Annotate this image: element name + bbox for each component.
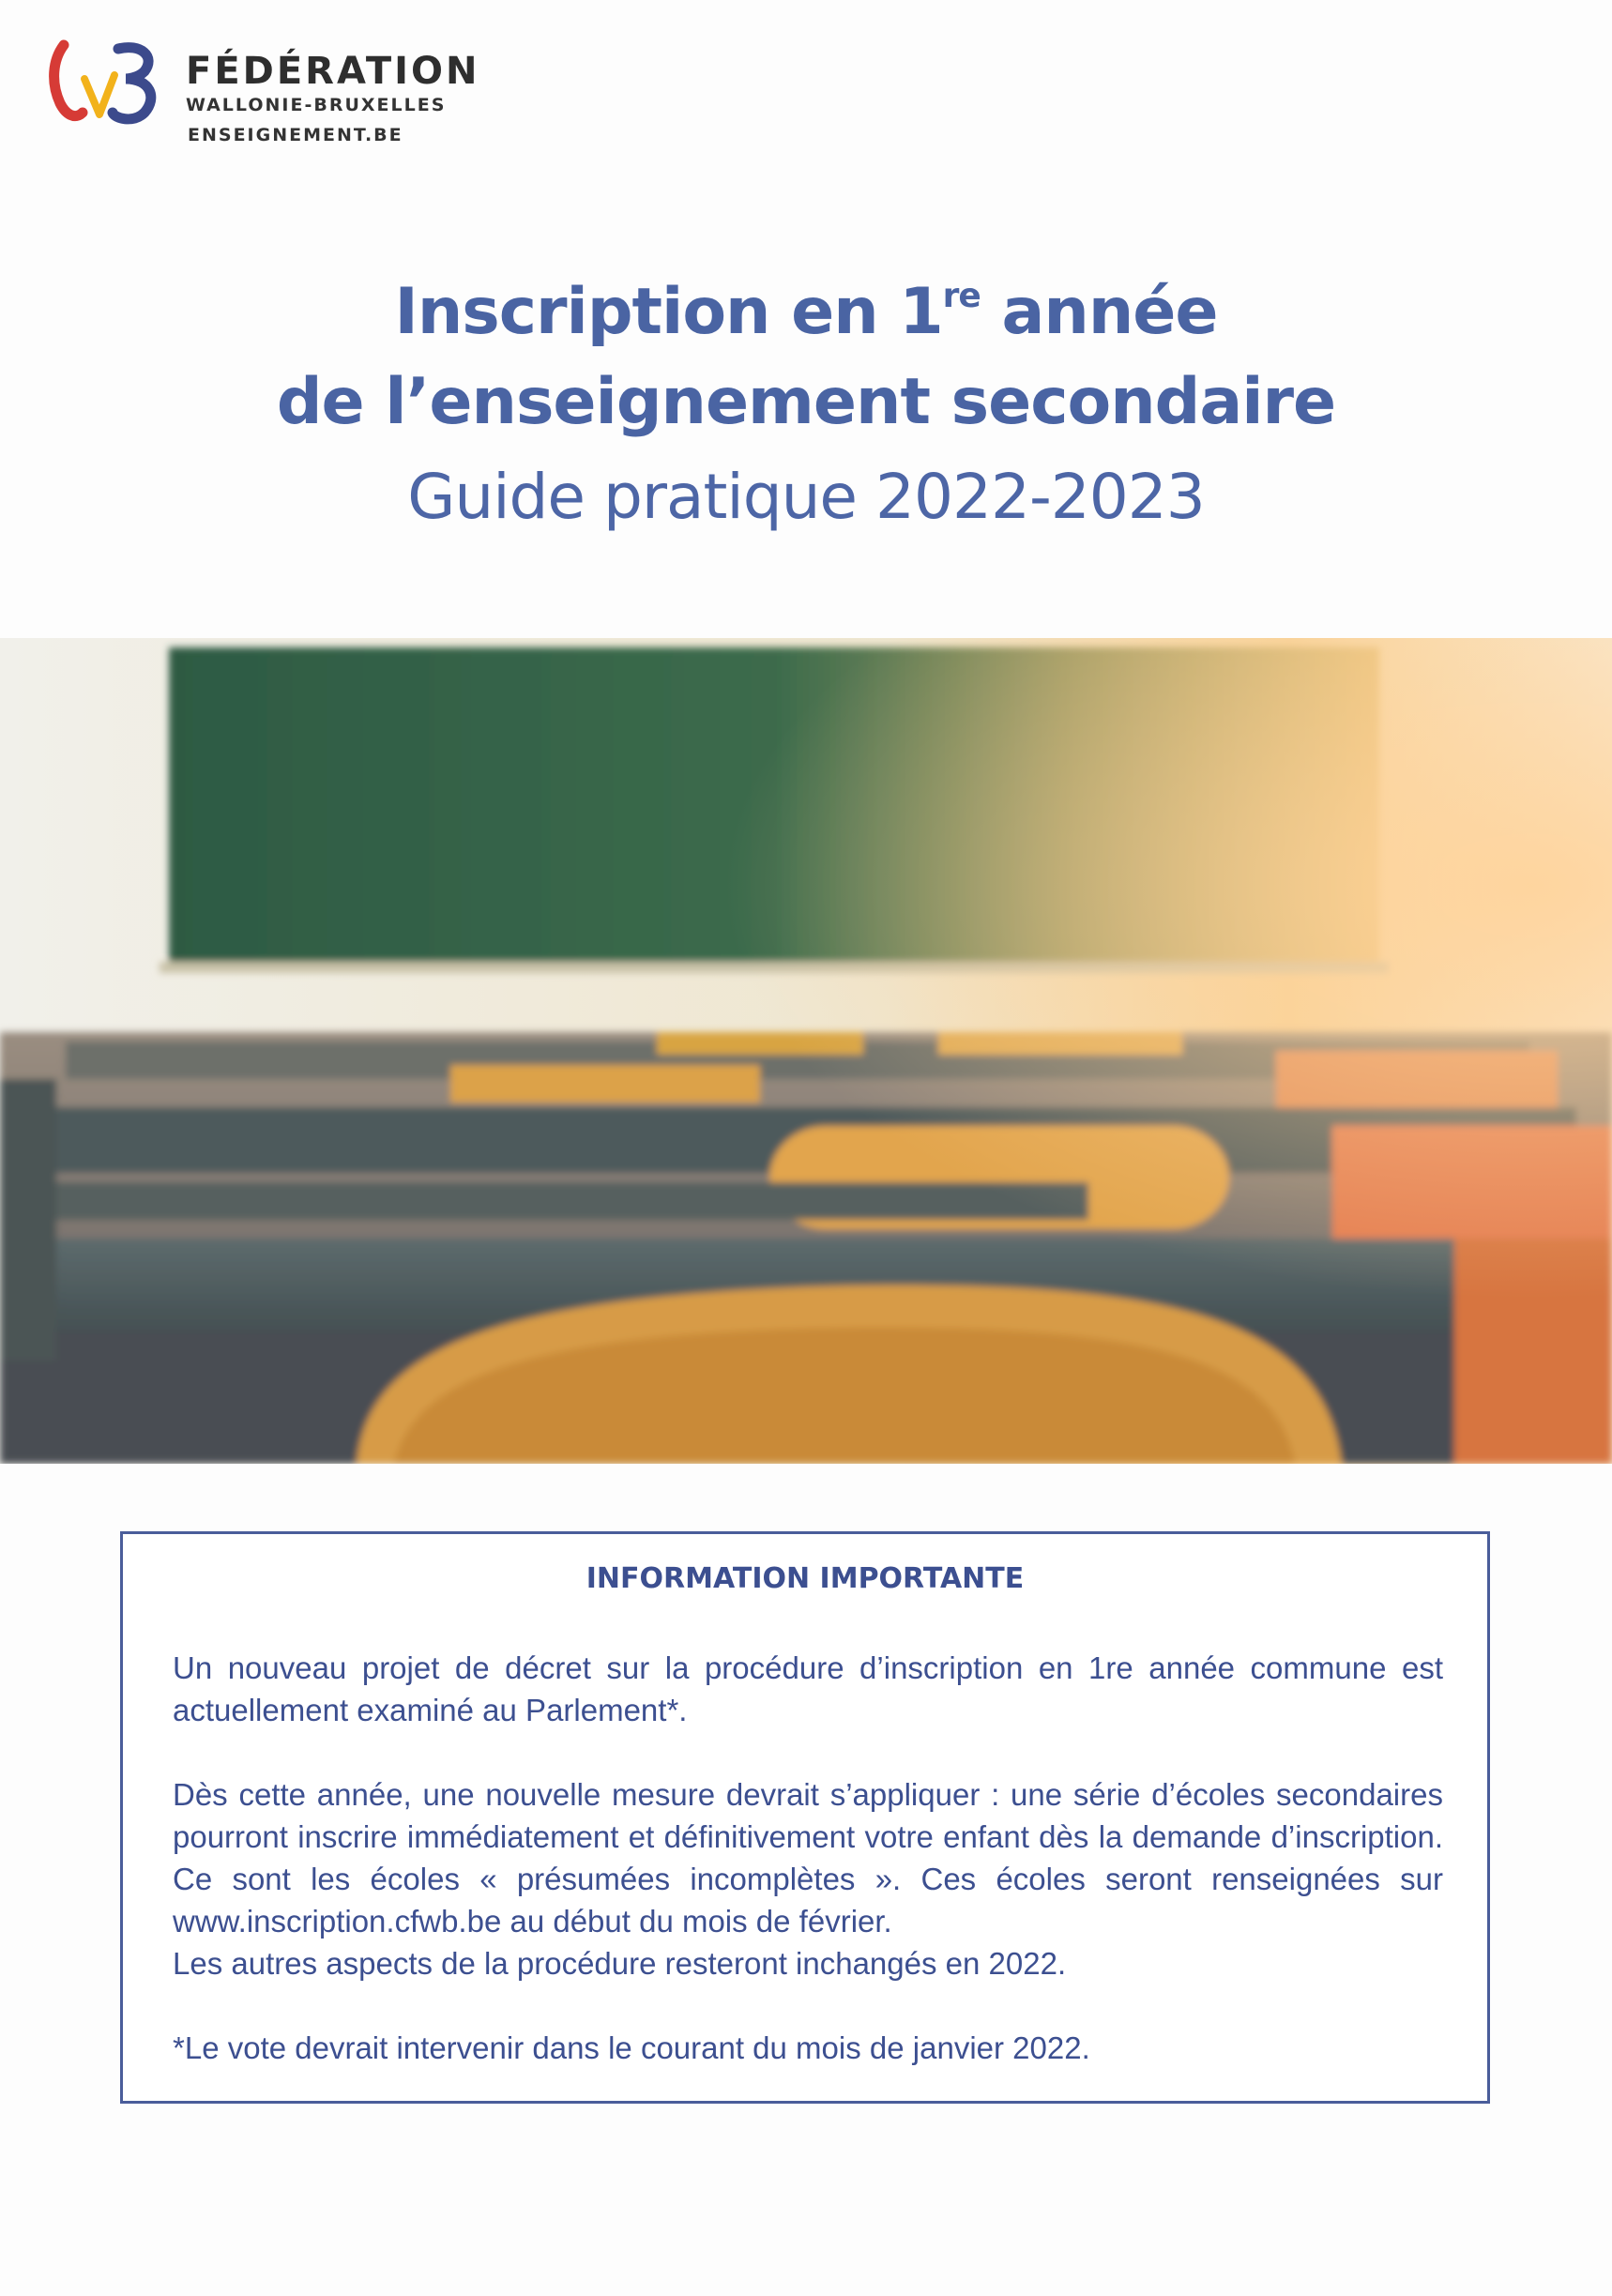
title-block <box>0 267 1612 540</box>
info-heading: INFORMATION IMPORTANTE <box>585 1562 1025 1595</box>
logo-text <box>186 51 479 118</box>
logo-federation: FÉDÉRATION <box>186 50 480 93</box>
fwb-logo-icon <box>47 38 169 131</box>
important-info-box <box>120 1531 1490 2104</box>
info-body <box>173 1647 1443 2069</box>
classroom-photo <box>0 638 1612 1464</box>
title-line-1-sup: re <box>942 277 981 315</box>
title-line-2: de l’enseignement secondaire <box>276 365 1336 439</box>
title-line-1 <box>0 267 1612 357</box>
logo-enseignement: ENSEIGNEMENT.BE <box>188 125 403 145</box>
title-line-1-main: Inscription en 1 <box>394 275 943 349</box>
subtitle: Guide pratique 2022-2023 <box>407 461 1205 533</box>
info-paragraph-3: Les autres aspects de la procédure resteront inchangés en 2022. <box>173 1946 1067 1981</box>
fwb-logo <box>47 38 480 160</box>
info-footnote: *Le vote devrait intervenir dans le courant du mois de janvier 2022. <box>173 2030 1090 2065</box>
info-paragraph-1: Un nouveau projet de décret sur la procédure d’inscription en 1re année commune est actuellement examiné au Parlement*. <box>173 1650 1443 1727</box>
title-line-1-end: année <box>980 275 1218 349</box>
logo-wallonie-bruxelles: WALLONIE-BRUXELLES <box>186 95 447 115</box>
classroom-illustration <box>0 638 1612 1464</box>
info-paragraph-2: Dès cette année, une nouvelle mesure devrait s’appliquer : une série d’écoles secondaires pourront inscrire immédiatement et définitivement votre enfant dès la demande d’inscription. Ce sont les écoles « présumées incomplètes ». Ces écoles seront renseignées sur www.inscription.cfwb.be au début du mois de février. <box>173 1777 1443 1939</box>
